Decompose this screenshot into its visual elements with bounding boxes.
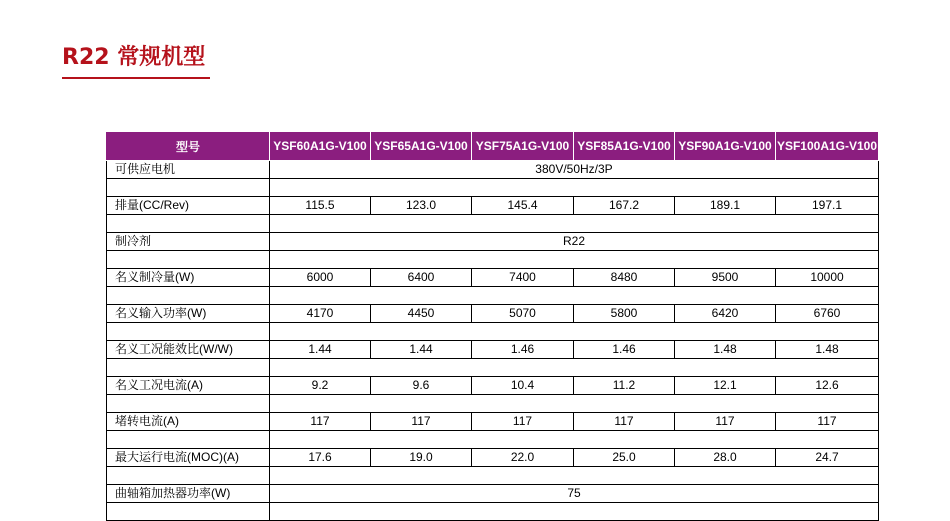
header-row — [107, 132, 879, 161]
row-value: 12.1 — [675, 377, 776, 395]
row-span-value: 380V/50Hz/3P — [270, 161, 879, 179]
row-value: 10000 — [776, 269, 879, 287]
row-value: 1.46 — [574, 341, 675, 359]
row-value: 12.6 — [776, 377, 879, 395]
row-value: 6400 — [371, 269, 472, 287]
row-value: 11.2 — [574, 377, 675, 395]
header-ysf90: YSF90A1G-V100 — [675, 132, 776, 161]
row-span-value: 75 — [270, 485, 879, 503]
row-label: 排量(CC/Rev) — [107, 197, 270, 215]
spacer-row — [107, 179, 879, 197]
spacer-cell — [270, 359, 879, 377]
spacer-cell — [270, 251, 879, 269]
row-value: 145.4 — [472, 197, 574, 215]
spacer-row — [107, 251, 879, 269]
row-value: 167.2 — [574, 197, 675, 215]
spacer-row — [107, 503, 879, 521]
row-value: 7400 — [472, 269, 574, 287]
table-row — [107, 485, 879, 503]
row-label: 最大运行电流(MOC)(A) — [107, 449, 270, 467]
spacer-cell — [107, 395, 270, 413]
spacer-cell — [270, 287, 879, 305]
table-row — [107, 413, 879, 431]
header-ysf65: YSF65A1G-V100 — [371, 132, 472, 161]
row-value: 117 — [776, 413, 879, 431]
row-value: 189.1 — [675, 197, 776, 215]
table-row — [107, 161, 879, 179]
row-label: 名义工况电流(A) — [107, 377, 270, 395]
row-value: 1.48 — [675, 341, 776, 359]
table-row — [107, 341, 879, 359]
header-ysf100: YSF100A1G-V100 — [776, 132, 879, 161]
spacer-row — [107, 287, 879, 305]
row-value: 9.2 — [270, 377, 371, 395]
row-value: 1.48 — [776, 341, 879, 359]
row-value: 6000 — [270, 269, 371, 287]
table-row — [107, 269, 879, 287]
spacer-cell — [107, 215, 270, 233]
spacer-row — [107, 431, 879, 449]
spacer-row — [107, 395, 879, 413]
row-value: 5070 — [472, 305, 574, 323]
title-underline — [62, 77, 210, 79]
spacer-cell — [107, 359, 270, 377]
row-label: 名义制冷量(W) — [107, 269, 270, 287]
spacer-cell — [270, 431, 879, 449]
row-value: 6760 — [776, 305, 879, 323]
spacer-cell — [107, 287, 270, 305]
spacer-cell — [107, 431, 270, 449]
spacer-cell — [270, 179, 879, 197]
row-value: 4170 — [270, 305, 371, 323]
spacer-cell — [107, 179, 270, 197]
row-value: 117 — [574, 413, 675, 431]
row-value: 123.0 — [371, 197, 472, 215]
row-label: 堵转电流(A) — [107, 413, 270, 431]
table-row — [107, 197, 879, 215]
row-value: 1.46 — [472, 341, 574, 359]
row-value: 24.7 — [776, 449, 879, 467]
row-value: 115.5 — [270, 197, 371, 215]
row-label: 曲轴箱加热器功率(W) — [107, 485, 270, 503]
row-value: 4450 — [371, 305, 472, 323]
header-model: 型号 — [107, 132, 270, 161]
row-value: 117 — [472, 413, 574, 431]
row-value: 28.0 — [675, 449, 776, 467]
row-label: 名义输入功率(W) — [107, 305, 270, 323]
row-label: 可供应电机 — [107, 161, 270, 179]
row-value: 1.44 — [270, 341, 371, 359]
spacer-cell — [270, 215, 879, 233]
row-value: 117 — [371, 413, 472, 431]
spacer-cell — [270, 323, 879, 341]
spacer-row — [107, 323, 879, 341]
row-value: 6420 — [675, 305, 776, 323]
row-value: 9.6 — [371, 377, 472, 395]
row-value: 117 — [675, 413, 776, 431]
table-row — [107, 449, 879, 467]
spacer-cell — [270, 395, 879, 413]
row-value: 9500 — [675, 269, 776, 287]
spacer-cell — [107, 251, 270, 269]
row-value: 1.44 — [371, 341, 472, 359]
spacer-cell — [107, 467, 270, 485]
spacer-cell — [270, 467, 879, 485]
row-label: 制冷剂 — [107, 233, 270, 251]
spacer-cell — [107, 323, 270, 341]
spacer-cell — [107, 503, 270, 521]
page-title: R22 常规机型 — [62, 45, 206, 70]
row-value: 5800 — [574, 305, 675, 323]
row-label: 名义工况能效比(W/W) — [107, 341, 270, 359]
row-value: 117 — [270, 413, 371, 431]
header-ysf75: YSF75A1G-V100 — [472, 132, 574, 161]
row-span-value: R22 — [270, 233, 879, 251]
row-value: 25.0 — [574, 449, 675, 467]
row-value: 10.4 — [472, 377, 574, 395]
row-value: 17.6 — [270, 449, 371, 467]
table-row — [107, 377, 879, 395]
spacer-row — [107, 467, 879, 485]
spacer-row — [107, 359, 879, 377]
header-ysf60: YSF60A1G-V100 — [270, 132, 371, 161]
spacer-cell — [270, 503, 879, 521]
table-row — [107, 305, 879, 323]
header-ysf85: YSF85A1G-V100 — [574, 132, 675, 161]
row-value: 8480 — [574, 269, 675, 287]
row-value: 19.0 — [371, 449, 472, 467]
row-value: 197.1 — [776, 197, 879, 215]
row-value: 22.0 — [472, 449, 574, 467]
spacer-row — [107, 215, 879, 233]
spec-table — [106, 131, 879, 521]
table-row — [107, 233, 879, 251]
